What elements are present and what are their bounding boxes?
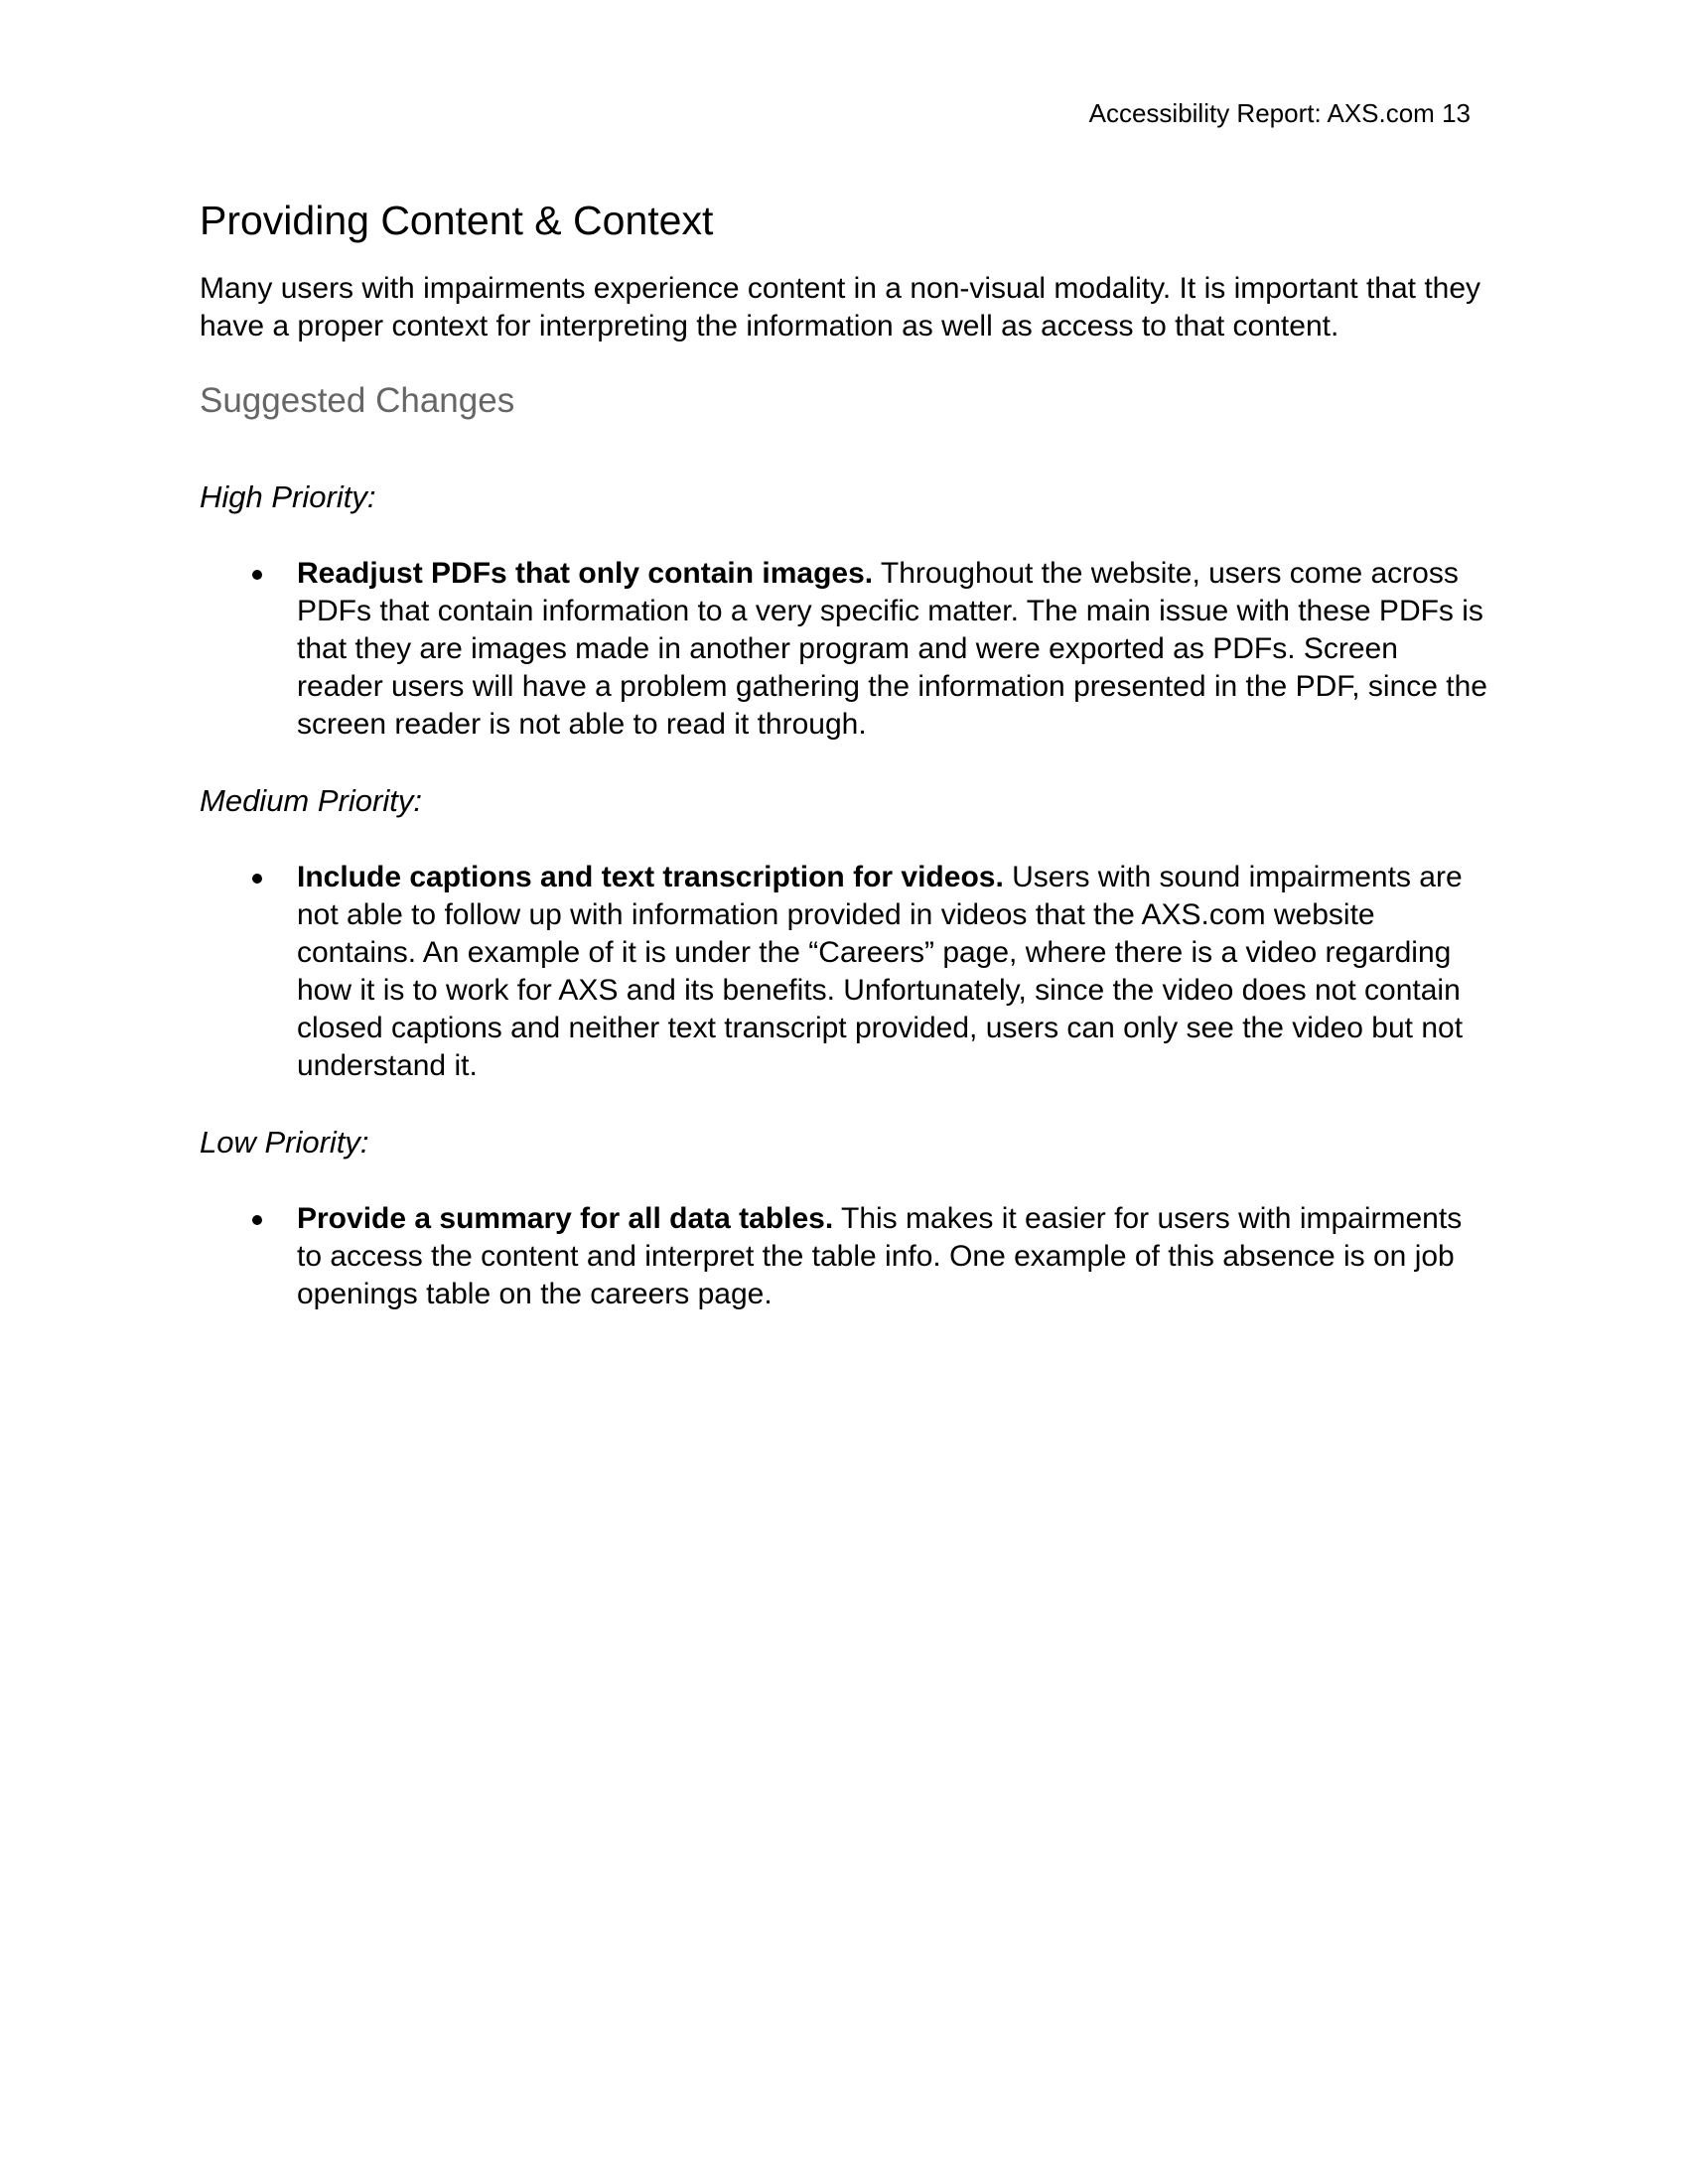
low-priority-label: Low Priority: — [200, 1125, 369, 1160]
suggested-changes-heading: Suggested Changes — [200, 381, 515, 420]
document-body — [200, 195, 1490, 1313]
bullet-lead: Include captions and text transcription for videos. — [297, 861, 1004, 893]
intro-paragraph: Many users with impairments experience content in a non-visual modality. It is important that they have a proper context for interpreting the information as well as access to that content. — [200, 272, 1481, 342]
medium-priority-label: Medium Priority: — [200, 783, 422, 818]
bullet-lead: Readjust PDFs that only contain images. — [297, 557, 874, 590]
list-item — [200, 859, 1488, 1085]
bullet-icon — [252, 570, 262, 580]
section-title: Providing Content & Context — [200, 198, 714, 243]
running-header: Accessibility Report: AXS.com 13 — [1088, 98, 1471, 128]
bullet-lead: Provide a summary for all data tables. — [297, 1202, 834, 1235]
medium-priority-list — [200, 859, 1490, 1085]
high-priority-list — [200, 555, 1490, 744]
list-item — [200, 555, 1488, 744]
bullet-icon — [252, 1215, 262, 1225]
high-priority-label: High Priority: — [200, 479, 376, 514]
low-priority-list — [200, 1200, 1490, 1313]
bullet-text: Users with sound impairments are not able to follow up with information provided in videos that the AXS.com website contains. An example of it is under the “Careers” page, where there is a video regarding how it is to work for AXS and its benefits. Unfortunately, since the video does not contain closed captions and neither text transcript provided, users can only see the video but not understand it. — [297, 861, 1464, 1082]
list-item — [200, 1200, 1488, 1313]
bullet-icon — [252, 874, 262, 884]
bullet-text: This makes it easier for users with impairments to access the content and interpret the table info. One example of this absence is on job openings table on the careers page. — [297, 1202, 1463, 1310]
bullet-text: Throughout the website, users come across PDFs that contain information to a very specific matter. The main issue with these PDFs is that they are images made in another program and were exported as PDFs. Screen reader users will have a problem gathering the information presented in the PDF, since the screen reader is not able to read it through. — [297, 557, 1487, 741]
